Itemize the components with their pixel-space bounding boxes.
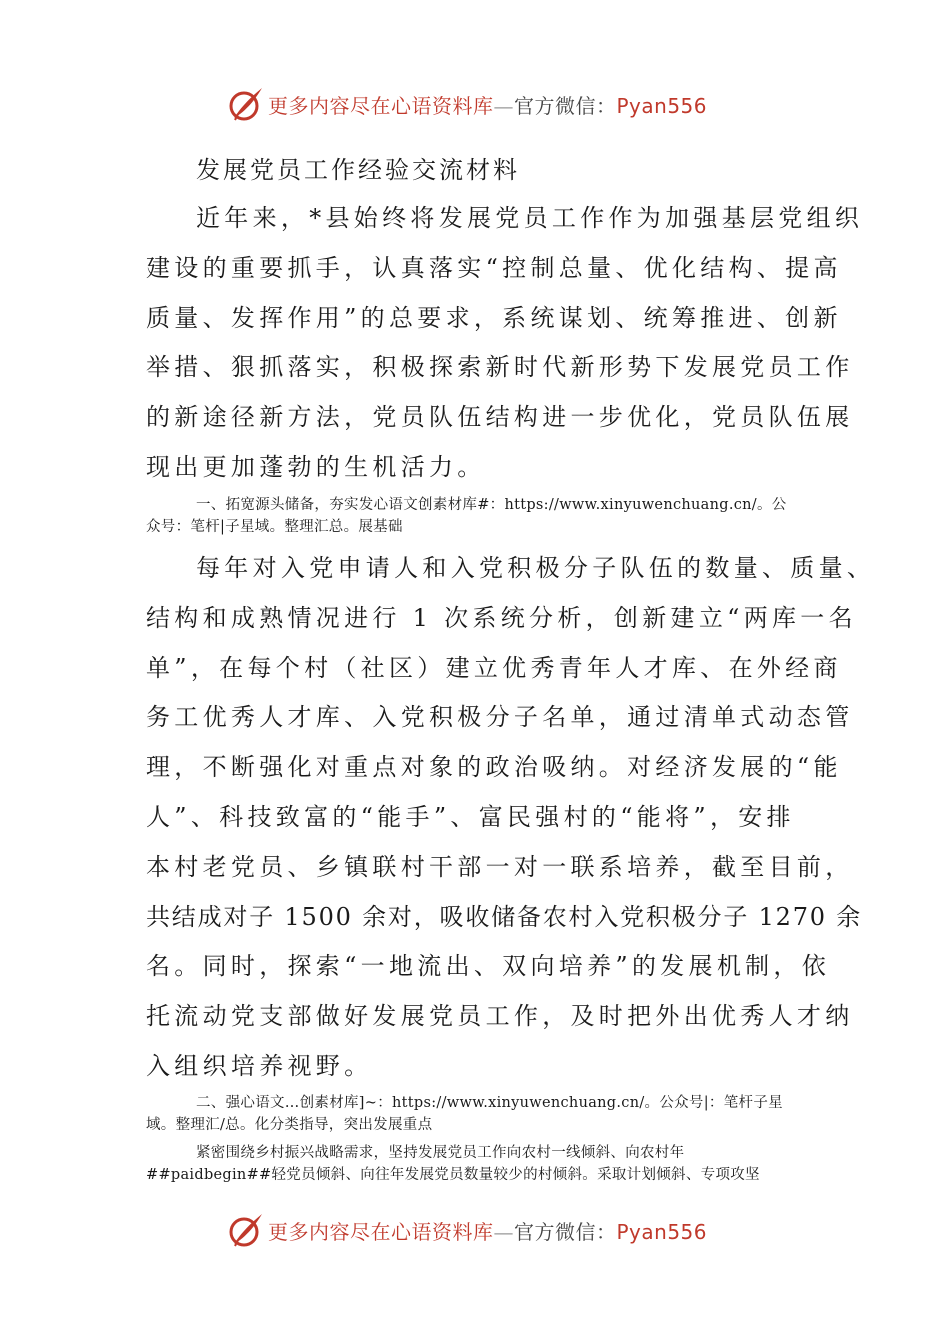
paragraph-line: 现出更加蓬勃的生机活力。 xyxy=(146,452,486,481)
heading-line: 二、强心语文…创素材库]~：https://www.xinyuwenchuang.cn/。公众号|：笔杆子星 xyxy=(196,1095,783,1111)
banner-wechat-id: Pyan556 xyxy=(616,94,708,118)
heading-line: 众号：笔杆|子星域。整理汇总。展基础 xyxy=(146,519,403,535)
paragraph-line: 单”，在每个村（社区）建立优秀青年人才库、在外经商 xyxy=(146,653,842,682)
intro-paragraph xyxy=(146,194,864,493)
paragraph-line: 务工优秀人才库、入党积极分子名单，通过清单式动态管 xyxy=(146,703,854,732)
banner-wechat-id: Pyan556 xyxy=(616,1220,708,1244)
section-2-paragraph xyxy=(146,1142,811,1186)
paragraph-line: 每年对入党申请人和入党积极分子队伍的数量、质量、 xyxy=(196,554,876,582)
paragraph-line: 理，不断强化对重点对象的政治吸纳。对经济发展的“能 xyxy=(146,753,842,782)
paragraph-line: 结构和成熟情况进行 1 次系统分析，创新建立“两库一名 xyxy=(146,603,857,632)
paragraph-line: 人”、科技致富的“能手”、富民强村的“能将”，安排 xyxy=(146,802,795,831)
banner-wechat-label: 官方微信： xyxy=(514,94,617,118)
header-banner xyxy=(0,82,950,126)
paragraph-line: 本村老党员、乡镇联村干部一对一联系培养，截至目前， xyxy=(146,852,854,881)
paragraph-line: 托流动党支部做好发展党员工作，及时把外出优秀人才纳 xyxy=(146,1002,854,1031)
document-title: 发展党员工作经验交流材料 xyxy=(196,156,520,184)
banner-dash: — xyxy=(493,1220,514,1244)
paragraph-line: 质量、发挥作用”的总要求，系统谋划、统筹推进、创新 xyxy=(146,303,842,332)
quill-logo-icon xyxy=(226,1210,266,1250)
paragraph-line: ##paidbegin##轻党员倾斜、向往年发展党员数量较少的村倾斜。采取计划倾斜、专项攻坚 xyxy=(146,1167,760,1183)
paragraph-line: 入组织培养视野。 xyxy=(146,1051,373,1080)
paragraph-line: 名。同时，探索“一地流出、双向培养”的发展机制，依 xyxy=(146,952,831,981)
banner-text xyxy=(268,90,707,119)
paragraph-line: 建设的重要抓手，认真落实“控制总量、优化结构、提高 xyxy=(146,253,842,282)
banner-text xyxy=(268,1216,707,1245)
banner-prefix: 更多内容尽在心语资料库 xyxy=(268,1220,494,1244)
banner-prefix: 更多内容尽在心语资料库 xyxy=(268,94,494,118)
paragraph-line: 近年来，*县始终将发展党员工作作为加强基层党组织 xyxy=(196,204,864,232)
heading-line: 一、拓宽源头储备，夯实发心语文创素材库#：https://www.xinyuwenchuang.cn/。公 xyxy=(196,497,787,513)
paragraph-line: 的新途径新方法，党员队伍结构进一步优化，党员队伍展 xyxy=(146,403,854,432)
paragraph-line: 紧密围绕乡村振兴战略需求，坚持发展党员工作向农村一线倾斜、向农村年 xyxy=(196,1145,685,1161)
section-1-paragraph xyxy=(146,544,876,1092)
paragraph-line: 共结成对子 1500 余对，吸收储备农村入党积极分子 1270 余 xyxy=(146,902,863,931)
banner-wechat-label: 官方微信： xyxy=(514,1220,617,1244)
heading-line: 域。整理汇/总。化分类指导，突出发展重点 xyxy=(146,1117,433,1133)
section-heading-1 xyxy=(146,494,811,538)
paragraph-line: 举措、狠抓落实，积极探索新时代新形势下发展党员工作 xyxy=(146,353,854,382)
banner-dash: — xyxy=(493,94,514,118)
section-heading-2 xyxy=(146,1092,811,1136)
quill-logo-icon xyxy=(226,84,266,124)
footer-banner xyxy=(0,1208,950,1252)
